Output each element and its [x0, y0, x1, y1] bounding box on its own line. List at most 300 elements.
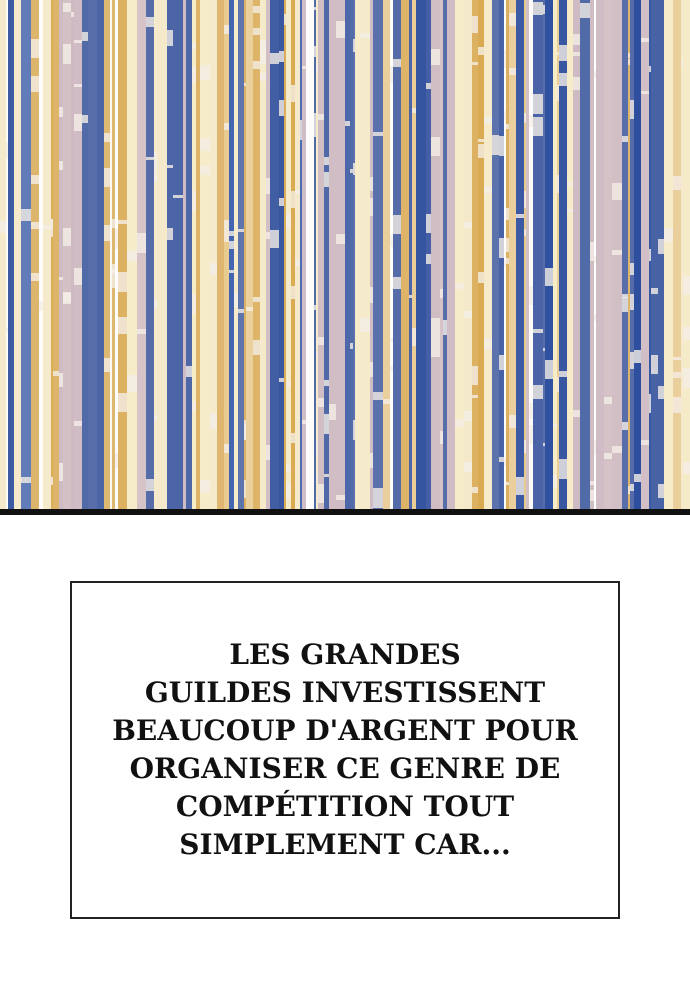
stripe-speckle — [112, 264, 115, 274]
panel-bottom-border — [0, 509, 690, 515]
stripe-speckle — [634, 350, 641, 363]
stripe-speckle — [104, 225, 110, 241]
stripe — [173, 0, 183, 512]
stripe — [350, 0, 353, 512]
stripe-speckle — [360, 318, 370, 332]
stripe — [545, 0, 553, 512]
stripe-speckle — [266, 178, 270, 194]
stripe — [443, 0, 447, 512]
stripe — [115, 0, 118, 512]
stripe — [210, 0, 217, 512]
stripe-speckle — [154, 152, 157, 171]
stripe — [383, 0, 390, 512]
stripe-speckle — [641, 91, 649, 94]
stripe-speckle — [506, 124, 509, 129]
stripe-speckle — [115, 453, 118, 468]
stripe-speckle — [370, 287, 373, 303]
stripe-speckle — [118, 317, 127, 334]
stripe-speckle — [118, 393, 127, 412]
stripe — [82, 0, 88, 512]
stripe-speckle — [353, 39, 355, 52]
stripe-speckle — [59, 161, 63, 170]
stripe-speckle — [229, 231, 234, 236]
stripe — [21, 0, 31, 512]
stripe — [306, 0, 314, 512]
stripe-speckle — [484, 338, 492, 350]
stripe-speckle — [499, 238, 504, 258]
stripe-speckle — [192, 43, 196, 49]
stripe-speckle — [472, 395, 478, 398]
stripe-speckle — [291, 191, 295, 208]
stripe-speckle — [59, 463, 63, 481]
stripe — [596, 0, 604, 512]
stripe-speckle — [641, 38, 649, 42]
stripe-speckle — [630, 352, 634, 369]
stripe-speckle — [192, 294, 196, 314]
stripe-speckle — [464, 411, 472, 421]
stripe — [478, 0, 484, 512]
stripe — [373, 0, 383, 512]
stripe — [401, 0, 409, 512]
stripe — [63, 0, 71, 512]
stripe-speckle — [63, 3, 71, 12]
stripe-speckle — [63, 228, 71, 246]
stripe-speckle — [192, 401, 196, 411]
stripe-speckle — [31, 222, 39, 229]
stripe-speckle — [279, 198, 284, 206]
stripe-speckle — [295, 259, 300, 266]
stripe-speckle — [146, 479, 154, 491]
stripe-speckle — [524, 229, 526, 236]
stripe — [53, 0, 59, 512]
stripe-speckle — [253, 28, 260, 35]
stripe-speckle — [74, 84, 82, 87]
stripe-speckle — [673, 176, 681, 190]
stripe-speckle — [31, 39, 39, 58]
stripe-speckle — [350, 169, 353, 173]
stripe — [97, 0, 104, 512]
stripe-speckle — [324, 172, 329, 187]
stripe-speckle — [43, 225, 51, 229]
stripe — [59, 0, 63, 512]
stripe — [157, 0, 167, 512]
stripe-speckle — [370, 177, 373, 191]
stripe — [506, 0, 509, 512]
stripe — [664, 0, 673, 512]
stripe-speckle — [286, 482, 291, 499]
stripe-speckle — [594, 440, 596, 455]
stripe-speckle — [492, 135, 499, 155]
stripe — [464, 0, 472, 512]
stripe-speckle — [559, 371, 567, 377]
stripe — [509, 0, 516, 512]
stripe-speckle — [658, 396, 664, 399]
stripe-speckle — [630, 484, 634, 491]
stripe-speckle — [390, 66, 393, 83]
stripe-speckle — [210, 263, 217, 275]
stripe-speckle — [345, 121, 350, 126]
stripe-speckle — [622, 136, 628, 142]
stripe-speckle — [173, 195, 183, 198]
stripe-speckle — [229, 241, 234, 249]
stripe-speckle — [370, 198, 373, 216]
stripe-speckle — [234, 293, 238, 307]
stripe-speckle — [167, 30, 173, 46]
stripe-speckle — [244, 424, 246, 440]
stripe-speckle — [291, 85, 295, 102]
stripe — [183, 0, 186, 512]
stripe-speckle — [360, 33, 370, 38]
stripe-speckle — [464, 222, 472, 228]
stripe-speckle — [683, 327, 690, 340]
stripe-speckle — [634, 474, 641, 482]
stripe — [580, 0, 590, 512]
stripe — [217, 0, 224, 512]
stripe — [300, 0, 302, 512]
stripe-speckle — [31, 76, 39, 92]
stripe-speckle — [373, 132, 383, 136]
stripe — [412, 0, 416, 512]
stripe-speckle — [658, 239, 664, 254]
stripe-speckle — [59, 107, 63, 117]
stripe — [6, 0, 8, 512]
stripe-speckle — [516, 214, 524, 218]
stripe-speckle — [557, 175, 559, 193]
stripe — [104, 0, 110, 512]
stripe-speckle — [559, 45, 567, 61]
stripe — [567, 0, 573, 512]
stripe-speckle — [533, 2, 543, 15]
stripe-speckle — [524, 113, 526, 123]
stripe — [246, 0, 253, 512]
stripe-speckle — [336, 21, 345, 38]
stripe — [573, 0, 580, 512]
stripe-speckle — [253, 297, 260, 302]
stripe — [224, 0, 229, 512]
stripe-speckle — [390, 338, 393, 342]
stripe-speckle — [137, 329, 146, 334]
stripe-speckle — [506, 258, 509, 264]
stripe-speckle — [286, 214, 291, 229]
stripe — [524, 0, 526, 512]
stripe — [651, 0, 658, 512]
stripe — [673, 0, 681, 512]
stripe-speckle — [53, 371, 59, 376]
stripe-speckle — [559, 73, 567, 86]
stripe-speckle — [504, 111, 506, 120]
stripe-speckle — [118, 272, 127, 292]
stripe-speckle — [200, 480, 210, 493]
stripe — [484, 0, 492, 512]
stripe-speckle — [260, 50, 266, 60]
stripe-speckle — [253, 6, 260, 13]
stripe — [234, 0, 238, 512]
stripe-speckle — [499, 355, 504, 370]
stripe-speckle — [286, 382, 291, 386]
stripe — [630, 0, 634, 512]
stripe — [553, 0, 557, 512]
stripe-speckle — [127, 375, 137, 392]
stripe-speckle — [464, 462, 472, 472]
stripe-speckle — [573, 77, 580, 90]
stripe-speckle — [630, 294, 634, 310]
stripe-speckle — [63, 44, 71, 64]
stripe-speckle — [683, 462, 690, 474]
stripe — [431, 0, 440, 512]
stripe-speckle — [455, 283, 464, 289]
stripe-speckle — [673, 357, 681, 360]
stripe — [167, 0, 173, 512]
stripe-speckle — [246, 307, 253, 311]
stripe-speckle — [649, 66, 651, 72]
stripe — [43, 0, 51, 512]
stripe-speckle — [324, 380, 329, 386]
stripe — [370, 0, 373, 512]
stripe-speckle — [504, 457, 506, 466]
stripe-speckle — [431, 137, 440, 156]
stripe-speckle — [499, 136, 504, 156]
stripe-speckle — [529, 286, 533, 305]
stripe-speckle — [594, 314, 596, 321]
stripe-speckle — [472, 487, 478, 493]
stripe-speckle — [324, 414, 329, 434]
stripe — [324, 0, 329, 512]
stripe-speckle — [31, 273, 39, 281]
stripe-speckle — [580, 3, 590, 18]
stripe — [355, 0, 360, 512]
stripe — [229, 0, 234, 512]
stripe-speckle — [146, 157, 154, 160]
stripe-speckle — [673, 397, 681, 413]
stripe-speckle — [612, 250, 622, 255]
stripe — [329, 0, 336, 512]
stripe — [604, 0, 612, 512]
stripe — [302, 0, 306, 512]
stripe-speckle — [440, 431, 443, 444]
stripe-speckle — [229, 270, 234, 273]
stripe-speckle — [409, 295, 412, 298]
stripe — [472, 0, 478, 512]
stripe-speckle — [0, 221, 6, 233]
stripe-speckle — [529, 115, 533, 127]
stripe-speckle — [516, 477, 524, 495]
stripe-speckle — [295, 190, 300, 194]
stripe-speckle — [253, 340, 260, 355]
stripe-speckle — [370, 453, 373, 468]
stripe-speckle — [390, 235, 393, 247]
stripe-speckle — [509, 415, 516, 428]
stripe-speckle — [622, 294, 628, 298]
stripe — [393, 0, 401, 512]
stripe — [455, 0, 464, 512]
stripe-speckle — [506, 208, 509, 220]
stripe-speckle — [210, 413, 217, 429]
stripe-speckle — [594, 71, 596, 78]
stripe-speckle — [553, 475, 557, 488]
stripe-speckle — [557, 85, 559, 101]
stripe — [284, 0, 286, 512]
stripe-speckle — [533, 94, 543, 114]
stripe-speckle — [154, 299, 157, 309]
stripe-speckle — [478, 47, 484, 55]
stripe-speckle — [567, 209, 573, 212]
stripe — [266, 0, 270, 512]
stripe-speckle — [244, 83, 246, 86]
stripe-speckle — [336, 495, 345, 500]
stripe-speckle — [316, 474, 318, 482]
stripe — [196, 0, 200, 512]
stripe-speckle — [104, 133, 110, 142]
stripe-speckle — [353, 420, 355, 440]
stripe-speckle — [506, 482, 509, 485]
stripe-speckle — [484, 117, 492, 124]
stripe-speckle — [533, 117, 543, 136]
stripe-speckle — [543, 443, 545, 446]
stripe-speckle — [316, 64, 318, 72]
stripe-speckle — [167, 228, 173, 240]
stripe-speckle — [314, 7, 316, 10]
stripe-speckle — [270, 230, 279, 248]
stripe-speckle — [390, 366, 393, 371]
stripe-speckle — [590, 481, 594, 485]
stripe — [0, 0, 6, 512]
stripe-speckle — [200, 166, 210, 175]
stripe-speckle — [51, 477, 53, 485]
stripe-speckle — [472, 16, 478, 33]
stripe — [543, 0, 545, 512]
stripe-speckle — [533, 329, 543, 333]
stripe-speckle — [186, 366, 192, 377]
stripe-speckle — [154, 415, 157, 421]
stripe-speckle — [318, 484, 324, 503]
stripe-speckle — [127, 251, 137, 261]
stripe-speckle — [573, 410, 580, 417]
stripe — [279, 0, 284, 512]
stripe-speckle — [504, 50, 506, 68]
stripe-speckle — [82, 115, 88, 123]
stripe-speckle — [545, 360, 553, 379]
stripe-speckle — [318, 114, 324, 120]
stripe-speckle — [302, 420, 306, 424]
stripe-speckle — [200, 65, 210, 80]
stripe-speckle — [118, 220, 127, 224]
stripe — [316, 0, 318, 512]
stripe-speckle — [59, 277, 63, 280]
stripe — [360, 0, 370, 512]
stripe-speckle — [594, 256, 596, 263]
stripe-speckle — [681, 59, 683, 66]
stripe-speckle — [573, 52, 580, 56]
stripe — [71, 0, 74, 512]
stripe-speckle — [74, 268, 82, 285]
stripe-speckle — [504, 260, 506, 267]
stripe-speckle — [545, 268, 553, 286]
stripe-speckle — [266, 232, 270, 239]
stripe-speckle — [224, 220, 229, 224]
stripe — [118, 0, 127, 512]
stripe-speckle — [658, 484, 664, 498]
stripe-speckle — [224, 123, 229, 130]
stripe-speckle — [683, 276, 690, 295]
stripe — [146, 0, 154, 512]
stripe-speckle — [484, 186, 492, 193]
stripe-speckle — [224, 444, 229, 453]
stripe — [504, 0, 506, 512]
stripe — [641, 0, 649, 512]
stripe-speckle — [192, 191, 196, 211]
stripe-speckle — [318, 337, 324, 345]
stripe-speckle — [431, 318, 440, 338]
stripe — [526, 0, 529, 512]
stripe-speckle — [266, 445, 270, 460]
stripe-speckle — [279, 51, 284, 62]
stripe-speckle — [509, 13, 516, 26]
stripe-speckle — [300, 120, 302, 140]
stripe-speckle — [279, 100, 284, 116]
stripe-speckle — [649, 394, 651, 413]
stripe-speckle — [641, 440, 649, 445]
stripe-speckle — [440, 289, 443, 298]
stripe — [253, 0, 260, 512]
stripe-speckle — [291, 286, 295, 299]
stripe-speckle — [74, 114, 82, 131]
stripe-speckle — [557, 377, 559, 392]
stripe-speckle — [39, 301, 43, 311]
stripe — [112, 0, 115, 512]
stripe-speckle — [238, 229, 244, 232]
stripe — [622, 0, 628, 512]
stripe — [154, 0, 157, 512]
stripe-speckle — [529, 403, 533, 419]
stripe-speckle — [478, 272, 484, 283]
stripe-speckle — [314, 305, 316, 310]
stripe-speckle — [628, 486, 630, 494]
stripe-speckle — [200, 138, 210, 151]
stripe-speckle — [649, 249, 651, 261]
stripe-speckle — [154, 172, 157, 182]
stripe-speckle — [336, 234, 345, 244]
stripe-speckle — [478, 144, 484, 158]
stripe — [238, 0, 244, 512]
stripe-speckle — [630, 263, 634, 275]
stripe-speckle — [673, 372, 681, 378]
stripe-speckle — [137, 233, 146, 253]
stripe-speckle — [529, 425, 533, 444]
stripe-speckle — [426, 83, 431, 89]
stripe-speckle — [244, 480, 246, 498]
stripe-speckle — [112, 219, 115, 228]
stripe-speckle — [612, 183, 622, 200]
stripe — [557, 0, 559, 512]
stripe — [683, 0, 690, 512]
stripe-speckle — [464, 311, 472, 318]
stripe — [186, 0, 192, 512]
stripe-speckle — [412, 108, 416, 113]
stripe-speckle — [506, 238, 509, 252]
stripe-speckle — [238, 309, 244, 313]
stripe-speckle — [82, 32, 88, 41]
stripe-speckle — [51, 219, 53, 237]
stripe-speckle — [651, 288, 658, 294]
stripe-speckle — [74, 421, 82, 426]
stripe-speckle — [426, 214, 431, 233]
stripe-speckle — [628, 53, 630, 58]
stripe-speckle — [31, 175, 39, 184]
stripe-speckle — [651, 355, 658, 374]
stripe-speckle — [557, 52, 559, 55]
stripe-speckle — [115, 229, 118, 249]
stripe-speckle — [604, 397, 612, 404]
